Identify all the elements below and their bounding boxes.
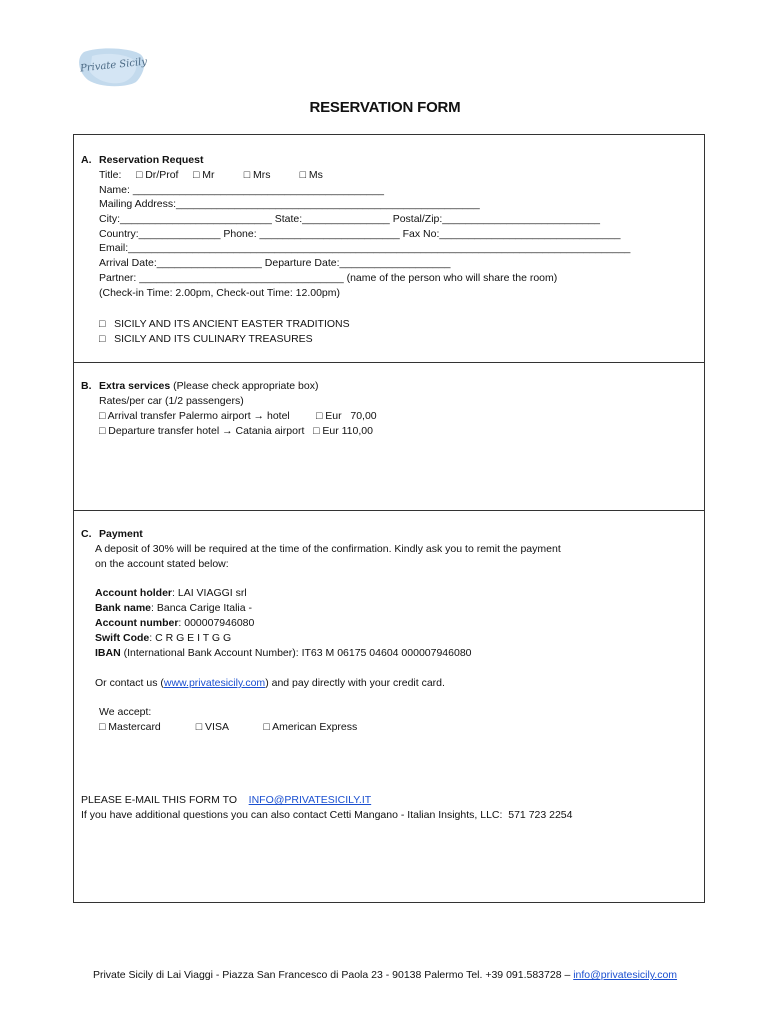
account-holder-value: : LAI VIAGGI srl <box>172 587 247 599</box>
partner-field[interactable]: Partner: ___________________________________ (name of the person who will share the room) <box>99 272 558 284</box>
email-field[interactable]: Email:______________________________________________________________________________________ <box>99 242 631 254</box>
contact-post: ) and pay directly with your credit card. <box>265 677 445 689</box>
page-title: RESERVATION FORM <box>309 99 461 116</box>
account-holder-label: Account holder <box>95 587 173 599</box>
footer-email-link[interactable]: info@privatesicily.com <box>573 969 678 981</box>
email-instruction <box>81 794 371 807</box>
account-number-value: : 000007946080 <box>178 617 255 629</box>
account-number <box>95 617 254 630</box>
title-checkboxes[interactable]: Title: □ Dr/Prof □ Mr □ Mrs □ Ms <box>99 169 323 181</box>
email-pre: PLEASE E-MAIL THIS FORM TO <box>81 794 249 806</box>
bank-name-value: : Banca Carige Italia - <box>151 602 252 614</box>
section-reservation-request <box>73 134 705 363</box>
dates-field[interactable]: Arrival Date:__________________ Departure Date:___________________ <box>99 257 451 269</box>
mailing-address-field[interactable]: Mailing Address:____________________________________________________ <box>99 198 480 210</box>
section-extra-services <box>73 362 705 511</box>
contact-pre: Or contact us ( <box>95 677 164 689</box>
tour-option-culinary[interactable]: □ SICILY AND ITS CULINARY TREASURES <box>99 333 313 345</box>
tour-option-easter[interactable]: □ SICILY AND ITS ANCIENT EASTER TRADITIONS <box>99 318 350 330</box>
logo-text: Private Sicily <box>79 56 148 75</box>
section-c-heading: Payment <box>99 528 143 540</box>
checkin-note: (Check-in Time: 2.00pm, Check-out Time: 12.00pm) <box>99 287 341 299</box>
city-state-zip-field[interactable]: City:__________________________ State:_______________ Postal/Zip:___________________________ <box>99 213 600 225</box>
card-options[interactable]: □ Mastercard □ VISA □ American Express <box>99 721 358 733</box>
we-accept-label: We accept: <box>99 706 152 718</box>
website-link[interactable]: www.privatesicily.com <box>163 677 266 689</box>
section-a-heading: Reservation Request <box>99 154 204 166</box>
bank-name-label: Bank name <box>95 602 152 614</box>
account-number-label: Account number <box>95 617 179 629</box>
section-a-letter: A. <box>81 154 92 166</box>
contact-line <box>95 677 445 690</box>
iban-label: IBAN <box>95 647 121 659</box>
section-b-heading-line <box>99 380 318 393</box>
section-b-letter: B. <box>81 380 92 392</box>
account-holder <box>95 587 247 600</box>
iban-value: (International Bank Account Number): IT63 M 06175 04604 000007946080 <box>120 647 472 659</box>
section-b-heading: Extra services <box>99 380 171 392</box>
departure-transfer-option[interactable]: □ Departure transfer hotel → Catania airport □ Eur 110,00 <box>99 425 373 437</box>
country-phone-fax-field[interactable]: Country:______________ Phone: ________________________ Fax No:_______________________________ <box>99 228 621 240</box>
deposit-text-2: on the account stated below: <box>95 558 229 570</box>
swift-code-label: Swift Code <box>95 632 150 644</box>
name-field[interactable]: Name: ___________________________________________ <box>99 184 384 196</box>
iban <box>95 647 472 660</box>
section-payment <box>73 510 705 903</box>
arrival-transfer-option[interactable]: □ Arrival transfer Palermo airport → hotel □ Eur 70,00 <box>99 410 377 422</box>
email-link[interactable]: INFO@PRIVATESICILY.IT <box>248 794 372 806</box>
section-b-note: (Please check appropriate box) <box>170 380 319 392</box>
section-c-letter: C. <box>81 528 92 540</box>
footer <box>0 969 770 981</box>
swift-code-value: : C R G E I T G G <box>149 632 232 644</box>
swift-code <box>95 632 231 645</box>
rates-note: Rates/per car (1/2 passengers) <box>99 395 244 407</box>
deposit-text-1: A deposit of 30% will be required at the time of the confirmation. Kindly ask you to remit the payment <box>95 543 561 555</box>
questions-contact: If you have additional questions you can also contact Cetti Mangano - Italian Insights, LLC: 571 723 2254 <box>81 809 573 821</box>
bank-name <box>95 602 252 615</box>
footer-text: Private Sicily di Lai Viaggi - Piazza San Francesco di Paola 23 - 90138 Palermo Tel. +39 091.583728 – <box>92 969 574 981</box>
